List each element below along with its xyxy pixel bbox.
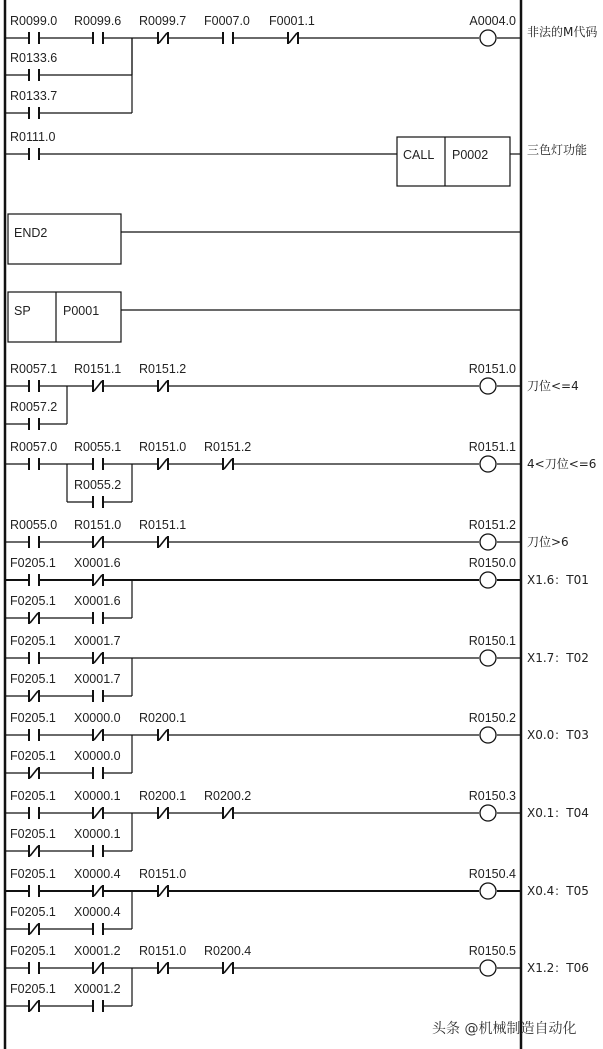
normally-open-contact: [74, 672, 121, 703]
contact-gap: [94, 689, 102, 703]
contact-address: R0057.2: [10, 400, 58, 414]
contact-gap: [30, 106, 38, 120]
normally-open-contact: [10, 400, 57, 431]
contact-gap: [30, 961, 38, 975]
contact-gap: [94, 999, 102, 1013]
contact-address: X0001.7: [74, 672, 121, 686]
normally-closed-contact: [139, 14, 186, 45]
contact-gap: [94, 922, 102, 936]
contact-address: F0205.1: [10, 905, 56, 919]
contact-gap: [30, 147, 38, 161]
rung-comment: X1.6：T01: [527, 573, 589, 587]
normally-closed-contact: [10, 672, 56, 703]
rung-comment: 刀位>6: [527, 535, 569, 549]
contact-address: R0200.4: [204, 944, 252, 958]
contact-gap: [30, 68, 38, 82]
normally-open-contact: [10, 867, 56, 898]
normally-closed-contact: [74, 634, 121, 665]
contact-address: R0099.6: [74, 14, 122, 28]
normally-open-contact: [10, 944, 56, 975]
normally-closed-contact: [139, 711, 186, 742]
normally-closed-contact: [74, 362, 121, 393]
contact-address: R0151.0: [139, 440, 187, 454]
rung-comment: X1.2：T06: [527, 961, 589, 975]
contact-address: R0151.2: [204, 440, 252, 454]
rung-comment: X0.0：T03: [527, 728, 589, 742]
rung-comment: X1.7：T02: [527, 651, 589, 665]
contact-address: F0205.1: [10, 672, 56, 686]
contact-address: R0055.1: [74, 440, 122, 454]
normally-closed-contact: [204, 440, 251, 471]
contact-address: X0000.0: [74, 711, 121, 725]
normally-open-contact: [74, 594, 121, 625]
normally-closed-contact: [139, 789, 186, 820]
rung-4: [8, 292, 521, 342]
output-coil: [480, 378, 496, 394]
output-coil: [480, 727, 496, 743]
normally-closed-contact: [10, 905, 56, 936]
normally-closed-contact: [10, 827, 56, 858]
normally-closed-contact: [74, 518, 121, 549]
contact-address: R0151.0: [74, 518, 122, 532]
normally-closed-contact: [139, 867, 186, 898]
normally-open-contact: [10, 130, 55, 161]
normally-closed-contact: [74, 711, 121, 742]
output-coil: [480, 30, 496, 46]
normally-closed-contact: [74, 789, 121, 820]
normally-closed-contact: [10, 594, 56, 625]
rung-comment: 4<刀位<=6: [527, 457, 597, 471]
contact-address: R0151.1: [74, 362, 122, 376]
contact-address: F0007.0: [204, 14, 250, 28]
rung-1: [5, 14, 597, 120]
rung-5: [5, 362, 579, 431]
contact-address: X0001.7: [74, 634, 121, 648]
contact-address: R0057.1: [10, 362, 58, 376]
coil-address: R0150.2: [468, 711, 516, 725]
output-coil: [480, 650, 496, 666]
contact-address: F0001.1: [269, 14, 315, 28]
normally-open-contact: [10, 51, 57, 82]
contact-gap: [224, 31, 232, 45]
coil-address: R0150.4: [468, 867, 516, 881]
coil-address: A0004.0: [469, 14, 516, 28]
contact-gap: [30, 31, 38, 45]
contact-gap: [30, 379, 38, 393]
normally-closed-contact: [204, 789, 251, 820]
coil-address: R0150.0: [468, 556, 516, 570]
contact-address: X0000.4: [74, 905, 121, 919]
output-coil: [480, 456, 496, 472]
contact-gap: [94, 31, 102, 45]
contact-address: R0099.7: [139, 14, 187, 28]
contact-gap: [94, 495, 102, 509]
contact-gap: [94, 457, 102, 471]
contact-address: F0205.1: [10, 594, 56, 608]
end-label: END2: [14, 226, 48, 240]
normally-open-contact: [10, 440, 57, 471]
contact-address: F0205.1: [10, 556, 56, 570]
contact-gap: [30, 535, 38, 549]
contact-address: F0205.1: [10, 789, 56, 803]
rung-10: [5, 711, 589, 780]
contact-address: X0000.4: [74, 867, 121, 881]
rung-comment: X0.1：T04: [527, 806, 589, 820]
contact-address: R0200.1: [139, 711, 187, 725]
normally-closed-contact: [139, 440, 186, 471]
contact-gap: [30, 728, 38, 742]
coil-address: R0150.3: [468, 789, 516, 803]
contact-gap: [30, 573, 38, 587]
contact-gap: [30, 651, 38, 665]
rung-11: [5, 789, 589, 858]
sp-label: SP: [14, 304, 31, 318]
output-coil: [480, 960, 496, 976]
contact-address: X0000.1: [74, 827, 121, 841]
contact-address: F0205.1: [10, 982, 56, 996]
contact-gap: [30, 457, 38, 471]
coil-address: R0151.0: [468, 362, 516, 376]
normally-open-contact: [10, 518, 57, 549]
normally-open-contact: [10, 362, 57, 393]
rung-7: [5, 518, 569, 550]
normally-open-contact: [10, 789, 56, 820]
normally-open-contact: [74, 827, 121, 858]
contact-address: R0057.0: [10, 440, 58, 454]
coil-address: R0151.1: [468, 440, 516, 454]
rung-comment: 三色灯功能: [527, 143, 588, 157]
normally-open-contact: [10, 89, 57, 120]
output-coil: [480, 572, 496, 588]
normally-closed-contact: [74, 867, 121, 898]
contact-address: F0205.1: [10, 867, 56, 881]
contact-address: X0001.6: [74, 594, 121, 608]
rung-13: [5, 944, 589, 1013]
sp-target: P0001: [63, 304, 100, 318]
normally-closed-contact: [204, 944, 251, 975]
contact-gap: [30, 806, 38, 820]
contact-address: X0000.0: [74, 749, 121, 763]
coil-address: R0150.1: [468, 634, 516, 648]
normally-open-contact: [74, 905, 121, 936]
call-label: CALL: [403, 148, 435, 162]
normally-closed-contact: [74, 556, 121, 587]
contact-address: X0001.6: [74, 556, 121, 570]
normally-closed-contact: [10, 749, 56, 780]
call-target: P0002: [452, 148, 489, 162]
contact-address: X0001.2: [74, 944, 121, 958]
contact-address: R0151.1: [139, 518, 187, 532]
contact-gap: [94, 611, 102, 625]
normally-closed-contact: [139, 518, 186, 549]
rung-3: [8, 214, 521, 264]
normally-open-contact: [10, 711, 56, 742]
rung-9: [5, 634, 589, 703]
normally-open-contact: [10, 634, 56, 665]
contact-address: X0001.2: [74, 982, 121, 996]
contact-address: R0133.6: [10, 51, 58, 65]
normally-open-contact: [10, 14, 57, 45]
normally-closed-contact: [10, 982, 56, 1013]
contact-gap: [94, 844, 102, 858]
contact-address: R0200.1: [139, 789, 187, 803]
normally-closed-contact: [74, 944, 121, 975]
normally-open-contact: [74, 14, 121, 45]
contact-address: F0205.1: [10, 634, 56, 648]
contact-address: R0151.2: [139, 362, 187, 376]
normally-open-contact: [74, 749, 121, 780]
output-coil: [480, 805, 496, 821]
normally-closed-contact: [139, 944, 186, 975]
rung-comment: X0.4：T05: [527, 884, 589, 898]
rung-8: [5, 556, 589, 625]
rung-comment: 非法的M代码: [527, 25, 598, 39]
coil-address: R0151.2: [468, 518, 516, 532]
normally-open-contact: [10, 556, 56, 587]
watermark: 头条 @机械制造自动化: [432, 1021, 577, 1037]
contact-address: R0133.7: [10, 89, 58, 103]
normally-closed-contact: [139, 362, 186, 393]
normally-open-contact: [74, 440, 121, 471]
normally-open-contact: [204, 14, 250, 45]
contact-address: R0055.0: [10, 518, 58, 532]
output-coil: [480, 534, 496, 550]
rung-6: [5, 440, 596, 509]
contact-address: X0000.1: [74, 789, 121, 803]
normally-closed-contact: [269, 14, 315, 45]
contact-address: R0099.0: [10, 14, 58, 28]
contact-address: F0205.1: [10, 944, 56, 958]
rung-comment: 刀位<=4: [527, 379, 579, 393]
coil-address: R0150.5: [468, 944, 516, 958]
normally-open-contact: [74, 982, 121, 1013]
contact-address: F0205.1: [10, 711, 56, 725]
contact-address: R0055.2: [74, 478, 122, 492]
contact-address: R0111.0: [10, 130, 56, 144]
rung-12: [5, 867, 589, 936]
contact-address: F0205.1: [10, 827, 56, 841]
normally-open-contact: [74, 478, 121, 509]
output-coil: [480, 883, 496, 899]
contact-address: R0200.2: [204, 789, 252, 803]
contact-address: F0205.1: [10, 749, 56, 763]
contact-address: R0151.0: [139, 944, 187, 958]
contact-gap: [30, 417, 38, 431]
contact-address: R0151.0: [139, 867, 187, 881]
rung-2: [5, 130, 587, 186]
contact-gap: [94, 766, 102, 780]
contact-gap: [30, 884, 38, 898]
